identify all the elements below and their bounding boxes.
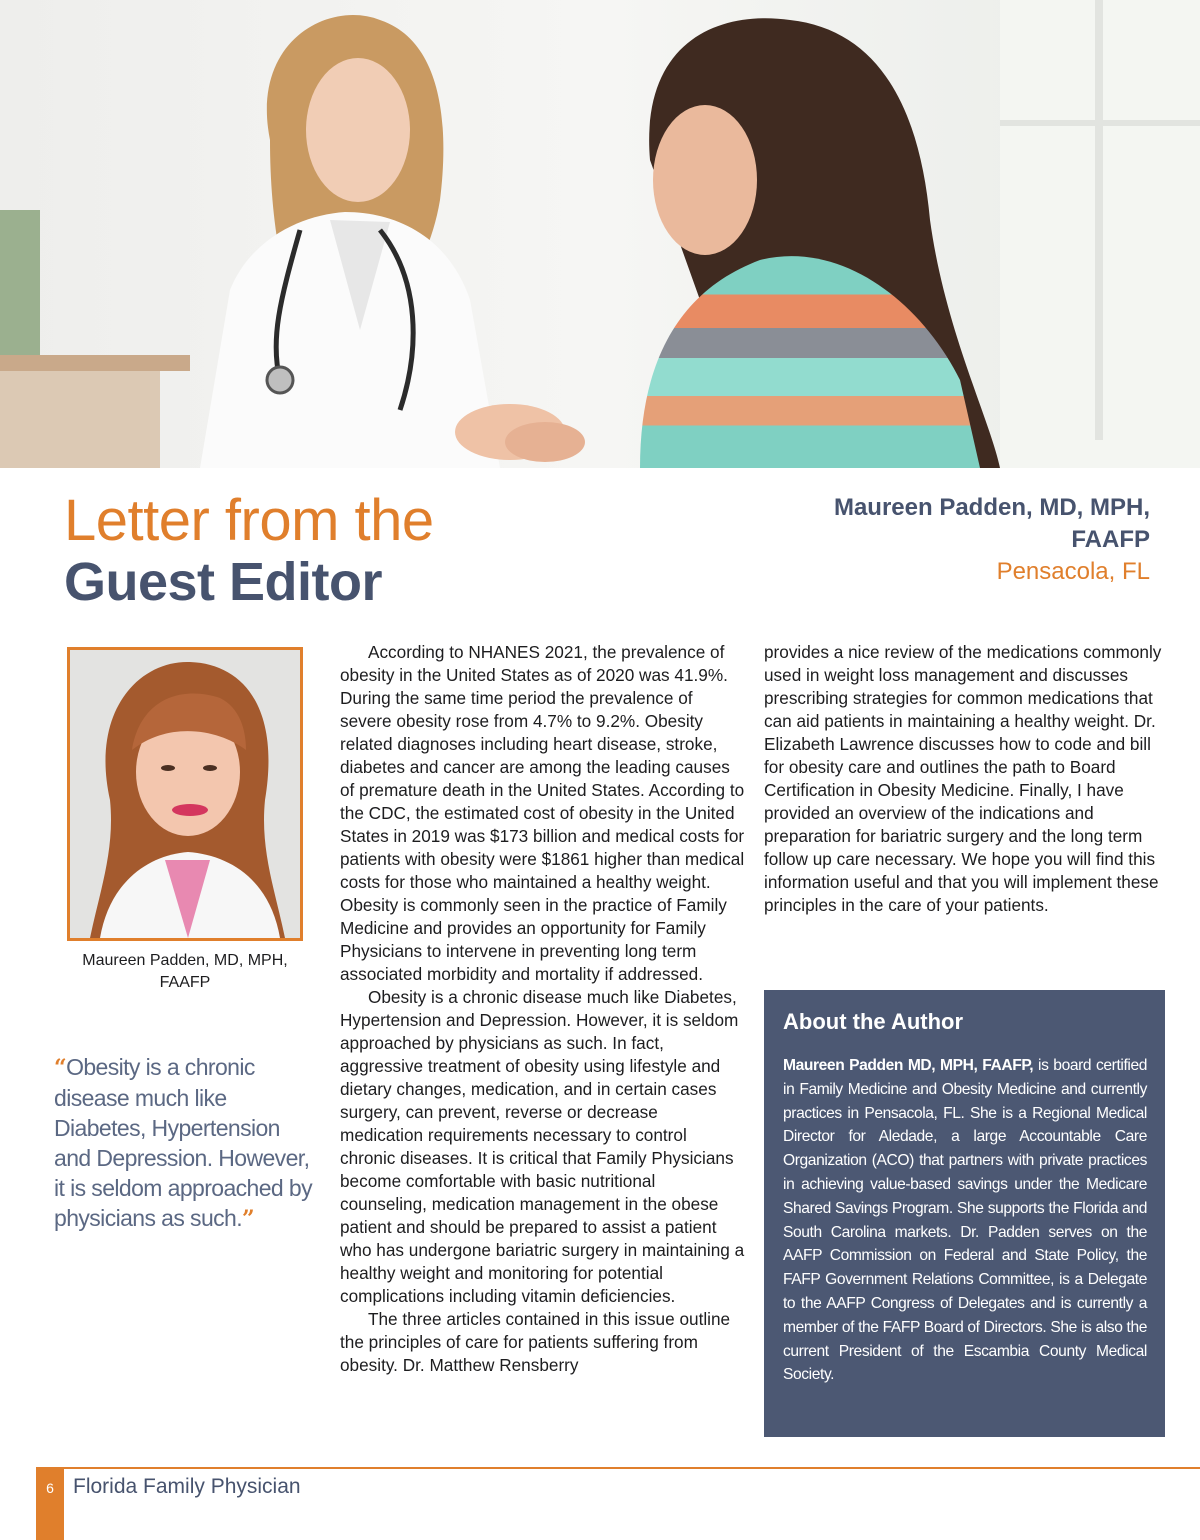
title-line-2: Guest Editor bbox=[64, 551, 383, 612]
portrait-caption-line-1: Maureen Padden, MD, MPH, bbox=[82, 952, 288, 969]
article-paragraph-2: Obesity is a chronic disease much like Diabetes, Hypertension and Depression. However, it is seldom approached by physicians as such. In fact, aggressive treatment of obesity using lifestyle and dietary changes, medication, and in certain cases surgery, can prevent, reverse or decrease medication requirements necessary to control chronic diseases. It is critical that Family Physicians become comfortable with basic nutritional counseling, medication management in the obese patient and should be prepared to assist a patient who has undergone bariatric surgery in maintaining a healthy weight and monitoring for potential complications including vitamin deficiencies. bbox=[340, 987, 745, 1306]
title-line-1: Letter from the bbox=[64, 488, 434, 553]
page-number: 6 bbox=[46, 1480, 54, 1496]
author-byline bbox=[730, 492, 1150, 588]
article-paragraph-3: The three articles contained in this issue outline the principles of care for patients suffering from obesity. Dr. Matthew Rensberry bbox=[340, 1309, 731, 1375]
about-author-name: Maureen Padden MD, MPH, FAAFP, bbox=[783, 1057, 1034, 1074]
hero-photo bbox=[0, 0, 1200, 468]
footer-rule bbox=[64, 1467, 1200, 1469]
about-author-box bbox=[764, 990, 1165, 1437]
byline-location: Pensacola, FL bbox=[996, 558, 1150, 585]
author-portrait bbox=[67, 647, 303, 941]
article-column-2 bbox=[764, 641, 1164, 917]
publication-name: Florida Family Physician bbox=[73, 1475, 301, 1498]
article-paragraph-4: provides a nice review of the medications commonly used in weight loss management and discusses prescribing strategies for common medications that can aid patients in maintaining a healthy weight. Dr. Elizabeth Lawrence discusses how to code and bill for obesity care and outlines the path to Board Certification in Obesity Medicine. Finally, I have provided an overview of the indications and preparation for bariatric surgery and the long term follow up care necessary. We hope you will find this information useful and that you will implement these principles in the care of your patients. bbox=[764, 642, 1162, 915]
byline-name-line-2: FAAFP bbox=[1071, 526, 1150, 553]
about-author-bio: is board certified in Family Medicine and Obesity Medicine and currently practices in Pensacola, FL. She is a Regional Medical Director for Aledade, a large Accountable Care Organization (ACO) that partners with private practices in achieving value-based savings under the Medicare Shared Savings Program. She supports the Florida and South Carolina markets. Dr. Padden serves on the AAFP Commission on Federal and State Policy, the FAFP Government Relations Committee, is a Delegate to the AAFP Congress of Delegates and is currently a member of the FAFP Board of Directors. She is also the current President of the Escambia County Medical Society. bbox=[783, 1057, 1147, 1384]
about-author-text bbox=[783, 1054, 1147, 1387]
portrait-caption bbox=[55, 950, 315, 994]
page-title bbox=[64, 490, 434, 611]
about-author-title: About the Author bbox=[783, 1009, 964, 1034]
article-paragraph-1: According to NHANES 2021, the prevalence of obesity in the United States as of 2020 was 41.9%. During the same time period the prevalence of severe obesity rose from 4.7% to 9.2%. Obesity related diagnoses including heart disease, stroke, diabetes and cancer are among the leading causes of premature death in the United States. According to the CDC, the estimated cost of obesity in the United States in 2019 was $173 billion and medical costs for patients with obesity were $1861 higher than medical costs for those who maintained a healthy weight. Obesity is commonly seen in the practice of Family Medicine and provides an opportunity for Family Physicians to intervene in preventing long term associated morbidity and mortality if addressed. bbox=[340, 642, 745, 984]
pull-quote-text: Obesity is a chronic disease much like Diabetes, Hypertension and Depression. However, it is seldom approached by physicians as such. bbox=[54, 1054, 312, 1231]
article-column-1 bbox=[340, 641, 745, 1377]
quote-open-mark: “ bbox=[54, 1055, 67, 1081]
quote-close-mark: ” bbox=[242, 1206, 255, 1232]
portrait-caption-line-2: FAAFP bbox=[159, 974, 211, 991]
pull-quote bbox=[54, 1052, 322, 1234]
byline-name-line-1: Maureen Padden, MD, MPH, bbox=[833, 494, 1150, 521]
